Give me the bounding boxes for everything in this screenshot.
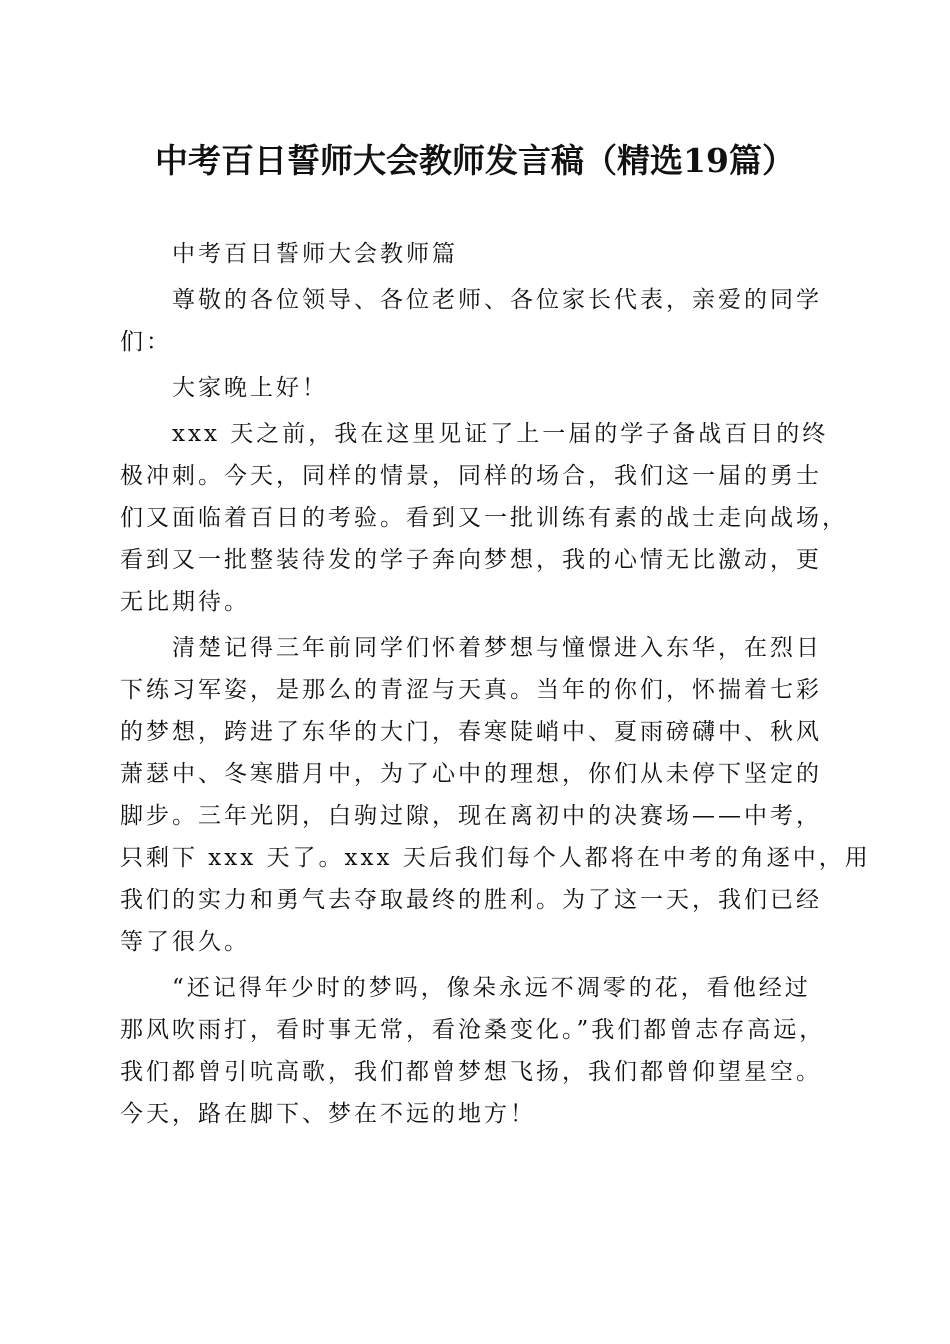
paragraph-greeting	[120, 367, 832, 409]
document-body	[120, 233, 871, 1139]
paragraph-line: 们：	[120, 329, 172, 355]
paragraph-line: 下练习军姿，是那么的青涩与天真。当年的你们，怀揣着七彩	[120, 677, 822, 703]
paragraph-line: 我们的实力和勇气去夺取最终的胜利。为了这一天，我们已经	[120, 887, 822, 913]
paragraph-line: 等了很久。	[120, 929, 250, 955]
paragraph-subtitle	[120, 233, 832, 275]
paragraph-line: 只剩下 xxx 天了。xxx 天后我们每个人都将在中考的角逐中，用	[120, 845, 871, 871]
document-title: 中考百日誓师大会教师发言稿（精选19篇）	[155, 141, 795, 180]
paragraph-line: 极冲刺。今天，同样的情景，同样的场合，我们这一届的勇士	[120, 463, 822, 489]
paragraph-line: 们又面临着百日的考验。看到又一批训练有素的战士走向战场，	[120, 505, 848, 531]
paragraph-line: 脚步。三年光阴，白驹过隙，现在离初中的决赛场——中考，	[120, 803, 822, 829]
paragraph-line: 我们都曾引吭高歌，我们都曾梦想飞扬，我们都曾仰望星空。	[120, 1059, 822, 1085]
paragraph-line: 无比期待。	[120, 589, 250, 615]
paragraph-2	[120, 627, 871, 963]
paragraph-line: xxx 天之前，我在这里见证了上一届的学子备战百日的终	[172, 421, 829, 447]
paragraph-1	[120, 413, 848, 623]
paragraph-salutation	[120, 279, 832, 363]
paragraph-line: 清楚记得三年前同学们怀着梦想与憧憬进入东华，在烈日	[172, 635, 822, 661]
paragraph-line: 萧瑟中、冬寒腊月中，为了心中的理想，你们从未停下坚定的	[120, 761, 822, 787]
paragraph-line: 大家晚上好！	[172, 375, 328, 401]
paragraph-line: 尊敬的各位领导、各位老师、各位家长代表，亲爱的同学	[172, 287, 822, 313]
paragraph-line: 今天，路在脚下、梦在不远的地方！	[120, 1101, 536, 1127]
paragraph-line: 那风吹雨打，看时事无常，看沧桑变化。”我们都曾志存高远，	[120, 1017, 826, 1043]
paragraph-line: 中考百日誓师大会教师篇	[172, 241, 458, 267]
paragraph-line: 看到又一批整装待发的学子奔向梦想，我的心情无比激动，更	[120, 547, 822, 573]
paragraph-line: 的梦想，跨进了东华的大门，春寒陡峭中、夏雨磅礴中、秋风	[120, 719, 822, 745]
paragraph-line: “还记得年少时的梦吗，像朵永远不凋零的花，看他经过	[172, 975, 811, 1001]
paragraph-3	[120, 967, 832, 1135]
